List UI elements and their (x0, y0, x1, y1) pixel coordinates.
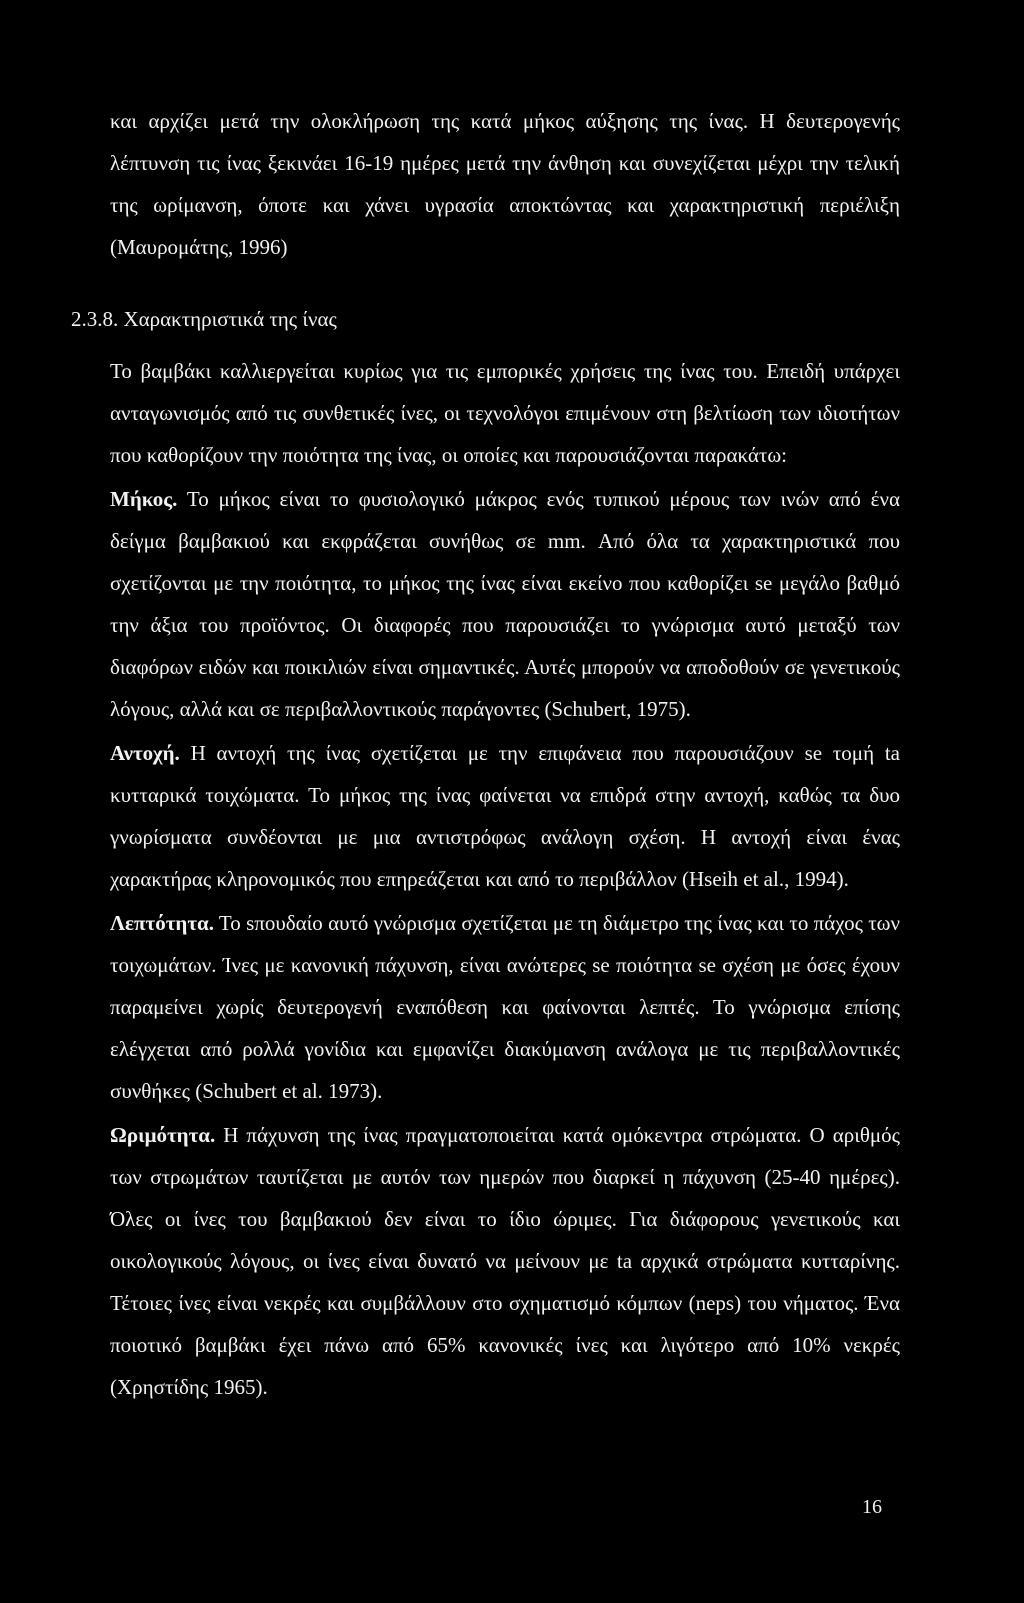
section-heading: 2.3.8. Χαρακτηριστικά της ίνας (71, 307, 337, 331)
property-term-strength: Αντοχή. (110, 741, 180, 765)
property-term-length: Μήκος. (110, 487, 178, 511)
section-body (110, 350, 900, 1408)
property-term-maturity: Ωριμότητα. (110, 1123, 216, 1147)
property-text-fineness: Το sπουδαίο αυτό γνώρισμα σχετίζεται με τη διάμετρο της ίνας και το πάχος των τοιχωμάτων. Ίνες με κανονική πάχυνση, είναι ανώτερες se ποιότητα se σχέση με όσες έχουν παραμείνει χωρίς δευτερογενή εναπόθεση και φαίνονται λεπτές. Το γνώρισμα επίσης ελέγχεται από ρολλά γονίδια και εμφανίζει διακύμανση ανάλογα με τις περιβαλλοντικές συνθήκες (Schubert et al. 1973). (110, 911, 900, 1103)
intro-paragraph: και αρχίζει μετά την ολοκλήρωση της κατά μήκος αύξησης της ίνας. Η δευτερογενής λέπτυνση τις ίνας ξεκινάει 16-19 ημέρες μετά την άνθηση και συνεχίζεται μέχρι την τελική της ωρίμανση, όποτε και χάνει υγρασία αποκτώντας και χαρακτηριστική περιέλιξη (Μαυρομάτης, 1996) (110, 109, 900, 259)
property-text-strength: Η αντοχή της ίνας σχετίζεται με την επιφάνεια που παρουσιάζουν se τομή ta κυτταρικά τοιχώματα. Το μήκος της ίνας φαίνεται να επιδρά στην αντοχή, καθώς τα δυο γνωρίσματα συνδέονται με μια αντιστρόφως ανάλογη σχέση. Η αντοχή είναι ένας χαρακτήρας κληρονομικός που επηρεάζεται και από το περιβάλλον (Hseih et al., 1994). (110, 741, 900, 891)
property-term-fineness: Λεπτότητα. (110, 911, 214, 935)
property-paragraph-fineness (110, 902, 900, 1112)
property-paragraph-strength (110, 732, 900, 900)
property-text-length: Το μήκος είναι το φυσιολογικό μάκρος ενός τυπικού μέρους των ινών από ένα δείγμα βαμβακιού και εκφράζεται συνήθως σε mm. Από όλα τα χαρακτηριστικά που σχετίζονται με την ποιότητα, το μήκος της ίνας είναι εκείνο που καθορίζει se μεγάλο βαθμό την άξια του προϊόντος. Οι διαφορές που παρουσιάζει το γνώρισμα αυτό μεταξύ των διαφόρων ειδών και ποικιλιών είναι σημαντικές. Αυτές μπορούν να αποδοθούν σε γενετικούς λόγους, αλλά και σε περιβαλλοντικούς παράγοντες (Schubert, 1975). (110, 487, 900, 721)
page-number: 16 (862, 1496, 882, 1518)
property-paragraph-maturity (110, 1114, 900, 1408)
section-intro-paragraph: Το βαμβάκι καλλιεργείται κυρίως για τις εμπορικές χρήσεις της ίνας του. Επειδή υπάρχει ανταγωνισμός από τις συνθετικές ίνες, οι τεχνολόγοι επιμένουν στη βελτίωση των ιδιοτήτων που καθορίζουν την ποιότητα της ίνας, οι οποίες και παρουσιάζονται παρακάτω: (110, 359, 900, 467)
property-paragraph-length (110, 478, 900, 730)
property-text-maturity: Η πάχυνση της ίνας πραγματοποιείται κατά ομόκεντρα στρώματα. Ο αριθμός των στρωμάτων ταυτίζεται με αυτόν των ημερών που διαρκεί η πάχυνση (25-40 ημέρες). Όλες οι ίνες του βαμβακιού δεν είναι το ίδιο ώριμες. Για διάφορους γενετικούς και οικολογικούς λόγους, οι ίνες είναι δυνατό να μείνουν με ta αρχικά στρώματα κυτταρίνης. Τέτοιες ίνες είναι νεκρές και συμβάλλουν στο σχηματισμό κόμπων (neps) του νήματος. Ένα ποιοτικό βαμβάκι έχει πάνω από 65% κανονικές ίνες και λιγότερο από 10% νεκρές (Χρηστίδης 1965). (110, 1123, 900, 1399)
